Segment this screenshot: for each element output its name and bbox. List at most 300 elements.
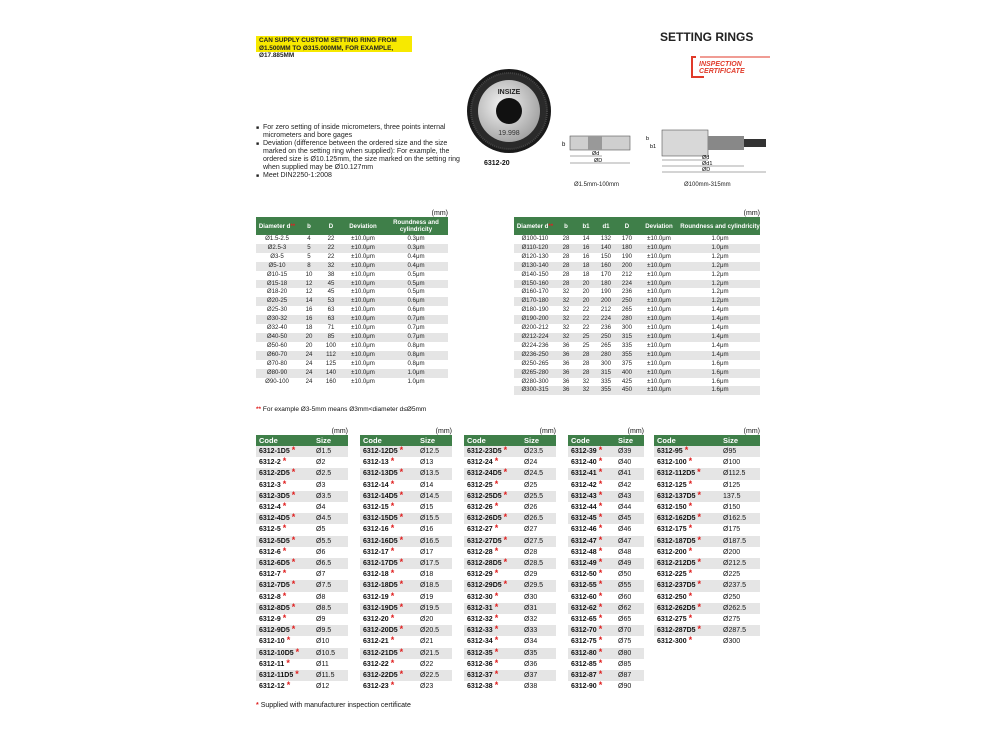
table-cell: 0.8μm (407, 359, 425, 367)
table-cell: 12 (298, 280, 320, 289)
table-cell: 1.2μm (680, 280, 760, 289)
table-cell: 1.0μm (384, 369, 448, 378)
star-mark: * (688, 478, 693, 489)
size-cell: Ø27 (524, 526, 538, 534)
large-ring-diagram (644, 122, 770, 192)
star-mark: * (282, 613, 287, 624)
code-cell (568, 513, 615, 524)
table-row (360, 524, 452, 535)
table-cell: 0.7μm (384, 315, 448, 324)
table-cell: Ø140-150 (521, 270, 549, 278)
size-cell: Ø9 (316, 616, 326, 624)
table-row (256, 547, 348, 558)
table-cell: 315 (616, 333, 638, 342)
table-cell: 300 (621, 324, 633, 332)
table-cell: 0.3μm (384, 244, 448, 253)
table-row (256, 315, 448, 324)
table-cell: 335 (600, 377, 612, 385)
product-code: 6312-275 (657, 616, 687, 624)
table-row (654, 491, 760, 502)
table-cell: Ø70-80 (266, 359, 288, 367)
ring-brand-label: INSIZE (497, 89, 521, 96)
table-cell: 1.6μm (680, 369, 760, 378)
table-cell: 38 (327, 270, 335, 278)
column-header: b1 (576, 217, 596, 235)
table-row (256, 659, 348, 670)
table-cell: 71 (327, 324, 335, 332)
dim-d: Ød (592, 151, 600, 157)
table-row (568, 569, 644, 580)
table-row (654, 558, 760, 569)
size-cell: Ø14 (420, 481, 434, 489)
table-cell: 190 (621, 252, 633, 260)
size-cell: Ø40 (618, 459, 632, 467)
star-mark: * (295, 669, 299, 680)
table-cell: ±10.0μm (647, 377, 671, 385)
column-header: Code (360, 435, 417, 446)
column-header: b (556, 217, 576, 235)
table-row (464, 592, 556, 603)
size-cell: Ø8.5 (313, 603, 348, 614)
size-cell: Ø3.5 (313, 491, 348, 502)
code-cell (464, 659, 521, 670)
table-cell: 12 (305, 288, 313, 296)
size-cell: Ø287.5 (720, 625, 760, 636)
star-mark: * (503, 534, 508, 545)
product-code: 6312-6D5 (259, 560, 290, 568)
product-code: 6312-30 (467, 593, 493, 601)
dim-d1: Ød1 (702, 161, 713, 167)
table-cell: 170 (621, 235, 633, 242)
size-cell: Ø48 (618, 548, 632, 556)
size-cell: Ø5.5 (313, 536, 348, 547)
star-mark: * (598, 523, 603, 534)
code-cell (464, 603, 521, 614)
table-cell: 24 (298, 351, 320, 360)
product-code: 6312-43 (571, 492, 597, 500)
code-cell (654, 446, 720, 457)
star-mark: * (503, 579, 508, 590)
table-row (568, 524, 644, 535)
product-code: 6312-16D5 (363, 537, 398, 545)
unit-label: (mm) (431, 210, 448, 217)
table-row (654, 625, 760, 636)
column-header: Size (615, 435, 644, 446)
table-row (568, 625, 644, 636)
product-code: 6312-15 (363, 504, 389, 512)
table-cell: 8 (298, 262, 320, 271)
star-mark: * (598, 467, 603, 478)
table-cell: 140 (596, 244, 616, 253)
product-code: 6312-112D5 (657, 470, 696, 478)
double-star-mark: ** (548, 222, 554, 230)
table-cell: ±10.0μm (342, 369, 384, 378)
table-cell: 22 (327, 252, 335, 260)
table-row (360, 536, 452, 547)
table-cell: 180 (616, 244, 638, 253)
star-mark: * (688, 613, 693, 624)
size-cell: Ø62 (615, 603, 644, 614)
size-cell: Ø42 (618, 481, 632, 489)
table-row (256, 235, 448, 244)
double-star-mark: ** (256, 406, 262, 413)
size-cell: Ø75 (618, 638, 632, 646)
table-row (654, 603, 760, 614)
table-cell: ±10.0μm (647, 359, 671, 367)
table-row (464, 547, 556, 558)
table-row (464, 681, 556, 692)
table-cell: 20 (298, 333, 320, 342)
size-cell: Ø9.5 (313, 625, 348, 636)
table-cell: ±10.0μm (342, 315, 384, 324)
size-cell: Ø5 (316, 526, 326, 534)
table-cell: ±10.0μm (638, 280, 680, 289)
code-cell (360, 480, 417, 491)
code-cell (654, 513, 720, 524)
table-cell: 355 (596, 386, 616, 395)
table-cell: ±10.0μm (638, 369, 680, 378)
size-cell: Ø30 (524, 593, 538, 601)
table-row (256, 603, 348, 614)
diameter-footnote (256, 406, 426, 413)
product-code: 6312-65 (571, 616, 597, 624)
table-cell: ±10.0μm (342, 333, 384, 342)
table-row (256, 480, 348, 491)
unit-label: (mm) (743, 428, 760, 435)
column-header: d1 (596, 217, 616, 235)
star-mark: * (295, 646, 300, 657)
dim-b: b (646, 136, 650, 142)
size-cell: Ø24.5 (521, 468, 556, 479)
table-cell: 22 (582, 324, 590, 332)
star-mark: * (598, 635, 603, 646)
size-cell: Ø47 (615, 536, 644, 547)
unit-label: (mm) (743, 210, 760, 217)
star-mark: * (494, 568, 499, 579)
table-row (256, 446, 348, 457)
code-cell (654, 491, 720, 502)
product-code: 6312-22D5 (363, 672, 398, 680)
product-code: 6312-212D5 (657, 560, 696, 568)
product-code: 6312-70 (571, 627, 597, 635)
star-mark: * (390, 545, 395, 556)
code-cell (256, 569, 313, 580)
table-cell: ±10.0μm (351, 341, 375, 349)
code-cell (568, 603, 615, 614)
table-row (568, 468, 644, 479)
product-code: 6312-11 (259, 660, 285, 668)
table-cell: Ø80-90 (256, 369, 298, 378)
product-code: 6312-13D5 (363, 470, 398, 478)
table-cell: 160 (325, 377, 337, 385)
size-cell: Ø55 (615, 580, 644, 591)
star-mark: * (399, 512, 404, 523)
table-cell: 32 (562, 324, 570, 332)
table-cell: Ø250-265 (521, 359, 549, 367)
size-cell: Ø65 (618, 616, 632, 624)
table-cell: ±10.0μm (342, 297, 384, 306)
code-cell (256, 625, 313, 636)
table-cell: 28 (556, 280, 576, 289)
table-cell: Ø18-20 (266, 288, 288, 296)
code-cell (464, 681, 521, 692)
ring-illustration (466, 66, 552, 156)
code-cell (568, 502, 615, 513)
table-cell: 0.5μm (407, 288, 425, 296)
size-cell: Ø44 (618, 504, 632, 512)
table-row (568, 502, 644, 513)
table-cell: 20 (576, 280, 596, 289)
table-cell: Ø60-70 (256, 351, 298, 360)
feature-list (256, 124, 468, 180)
double-star-mark: ** (290, 222, 296, 230)
star-mark: * (494, 657, 499, 668)
table-row (256, 648, 348, 659)
code-cell (464, 625, 521, 636)
star-mark: * (399, 579, 404, 590)
code-cell (568, 580, 615, 591)
table-cell: Ø2.5-3 (256, 244, 298, 253)
product-code: 6312-7D5 (259, 582, 290, 590)
size-cell: Ø41 (615, 468, 644, 479)
table-cell: 24 (305, 377, 313, 385)
table-row (256, 271, 448, 280)
star-mark: * (282, 501, 287, 512)
table-cell: 150 (600, 252, 612, 260)
table-row (360, 580, 452, 591)
size-cell: Ø18 (420, 571, 434, 579)
table-row (256, 297, 448, 306)
star-mark: * (688, 545, 693, 556)
product-code: 6312-6 (259, 548, 281, 556)
column-header: D (616, 217, 638, 235)
product-code: 6312-5D5 (259, 537, 290, 545)
product-code: 6312-23 (363, 683, 389, 691)
table-cell: 5 (298, 244, 320, 253)
size-cell: Ø26.5 (521, 513, 556, 524)
star-mark: * (688, 456, 693, 467)
table-cell: Ø3-5 (270, 252, 284, 260)
table-cell: Ø300-315 (514, 386, 556, 395)
size-cell: Ø22.5 (417, 670, 452, 681)
size-cell: Ø15 (420, 504, 434, 512)
table-cell: 28 (562, 270, 570, 278)
table-cell: 355 (616, 351, 638, 360)
table-row (568, 592, 644, 603)
size-cell: Ø200 (723, 548, 741, 556)
code-cell (256, 648, 313, 659)
table-row (256, 369, 448, 378)
size-cell: Ø12.5 (417, 446, 452, 457)
size-cell: Ø21 (420, 638, 434, 646)
size-cell: Ø175 (723, 526, 741, 534)
star-mark: * (291, 557, 296, 568)
dim-D: ØD (702, 167, 711, 173)
product-code: 6312-36 (467, 660, 493, 668)
table-row (464, 536, 556, 547)
size-cell: Ø22 (420, 660, 434, 668)
code-cell (256, 592, 313, 603)
product-code: 6312-175 (657, 526, 687, 534)
star-mark: * (494, 635, 499, 646)
table-cell: 1.2μm (711, 270, 729, 278)
product-code: 6312-60 (571, 593, 597, 601)
star-mark: * (390, 501, 395, 512)
table-cell: Ø20-25 (256, 297, 298, 306)
code-cell (256, 636, 313, 647)
code-table (464, 435, 556, 692)
product-code: 6312-62 (571, 604, 597, 612)
star-mark: * (598, 534, 603, 545)
product-code: 6312-5 (259, 526, 281, 534)
star-mark: * (598, 657, 603, 668)
table-cell: 212 (621, 270, 633, 278)
table-row (568, 536, 644, 547)
table-cell: ±10.0μm (351, 377, 375, 385)
table-cell: ±10.0μm (342, 262, 384, 271)
table-row (256, 569, 348, 580)
code-cell (568, 491, 615, 502)
star-mark: * (503, 467, 508, 478)
star-mark: * (598, 646, 603, 657)
table-cell: ±10.0μm (342, 351, 384, 360)
table-cell: ±10.0μm (647, 235, 671, 242)
product-code: 6312-46 (571, 526, 597, 534)
table-cell: Ø150-160 (514, 280, 556, 289)
code-cell (256, 502, 313, 513)
table-cell: 140 (320, 369, 342, 378)
size-cell: Ø85 (618, 660, 632, 668)
code-cell (654, 580, 720, 591)
table-cell: 28 (562, 252, 570, 260)
column-header: Diameter d** (256, 217, 298, 235)
product-code: 6312-18 (363, 571, 389, 579)
table-row (360, 491, 452, 502)
code-cell (360, 558, 417, 569)
table-row (514, 306, 760, 315)
spec-table-small (256, 217, 448, 386)
product-code: 6312-29D5 (467, 582, 502, 590)
star-mark: * (390, 523, 395, 534)
size-cell: Ø11 (316, 660, 329, 668)
star-mark: * (598, 501, 603, 512)
size-cell: Ø34 (524, 638, 538, 646)
code-cell (464, 547, 521, 558)
size-cell: Ø4 (316, 504, 326, 512)
table-cell: 20 (305, 341, 313, 349)
product-code: 6312-22 (363, 660, 389, 668)
product-code: 6312-40 (571, 459, 597, 467)
table-row (514, 288, 760, 297)
table-cell: 125 (325, 359, 337, 367)
star-mark: * (399, 557, 404, 568)
size-cell: Ø31 (521, 603, 556, 614)
table-cell: 1.4μm (711, 324, 729, 332)
code-cell (464, 614, 521, 625)
product-code: 6312-48 (571, 548, 597, 556)
table-cell: 1.4μm (680, 351, 760, 360)
product-code: 6312-42 (571, 481, 597, 489)
size-cell: Ø20 (420, 616, 434, 624)
table-cell: Ø224-236 (521, 341, 549, 349)
table-row (514, 333, 760, 342)
code-cell (360, 536, 417, 547)
star-mark: * (494, 646, 499, 657)
code-cell (464, 580, 521, 591)
star-mark: * (291, 445, 296, 455)
size-cell: Ø225 (723, 571, 741, 579)
table-row (568, 659, 644, 670)
code-cell (360, 468, 417, 479)
code-cell (654, 558, 720, 569)
table-row (360, 636, 452, 647)
table-row (256, 670, 348, 681)
code-cell (568, 547, 615, 558)
star-mark: * (494, 590, 499, 601)
table-cell: 0.3μm (407, 235, 425, 242)
size-cell: Ø29 (524, 571, 538, 579)
star-mark: * (598, 590, 603, 601)
code-cell (568, 625, 615, 636)
table-row (464, 614, 556, 625)
table-cell: 53 (320, 297, 342, 306)
column-header: Size (720, 435, 760, 446)
spec-table-small-wrap (256, 210, 448, 386)
table-cell: Ø280-300 (521, 377, 549, 385)
code-cell (464, 592, 521, 603)
code-cell (654, 569, 720, 580)
code-cell (360, 625, 417, 636)
table-cell: 22 (327, 235, 335, 242)
star-mark: * (399, 445, 404, 455)
product-code: 6312-31 (467, 604, 493, 612)
table-row (360, 558, 452, 569)
table-row (514, 360, 760, 369)
star-mark: * (494, 523, 499, 534)
star-mark: * (697, 579, 702, 590)
table-cell: ±10.0μm (647, 324, 671, 332)
table-row (514, 386, 760, 395)
code-table-wrap (464, 428, 556, 692)
table-row (654, 457, 760, 468)
size-cell: Ø150 (723, 504, 741, 512)
table-row (654, 468, 760, 479)
star-mark: * (494, 456, 499, 467)
size-cell: Ø300 (723, 638, 741, 646)
table-cell: 16 (576, 244, 596, 253)
star-mark: * (390, 478, 395, 489)
table-row (464, 524, 556, 535)
table-cell: ±10.0μm (647, 341, 671, 349)
table-row (360, 502, 452, 513)
code-cell (568, 659, 615, 670)
code-cell (256, 670, 313, 681)
size-cell: Ø17.5 (417, 558, 452, 569)
star-mark: * (291, 579, 296, 590)
table-row (464, 513, 556, 524)
table-cell: 22 (320, 244, 342, 253)
size-cell: Ø35 (521, 648, 556, 659)
table-row (360, 670, 452, 681)
table-row (514, 315, 760, 324)
product-code: 6312-32 (467, 616, 493, 624)
table-row (256, 558, 348, 569)
table-row (514, 351, 760, 360)
star-mark: * (286, 635, 291, 646)
table-cell: 36 (556, 351, 576, 360)
star-mark: * (399, 624, 404, 635)
product-code: 6312-7 (259, 571, 281, 579)
